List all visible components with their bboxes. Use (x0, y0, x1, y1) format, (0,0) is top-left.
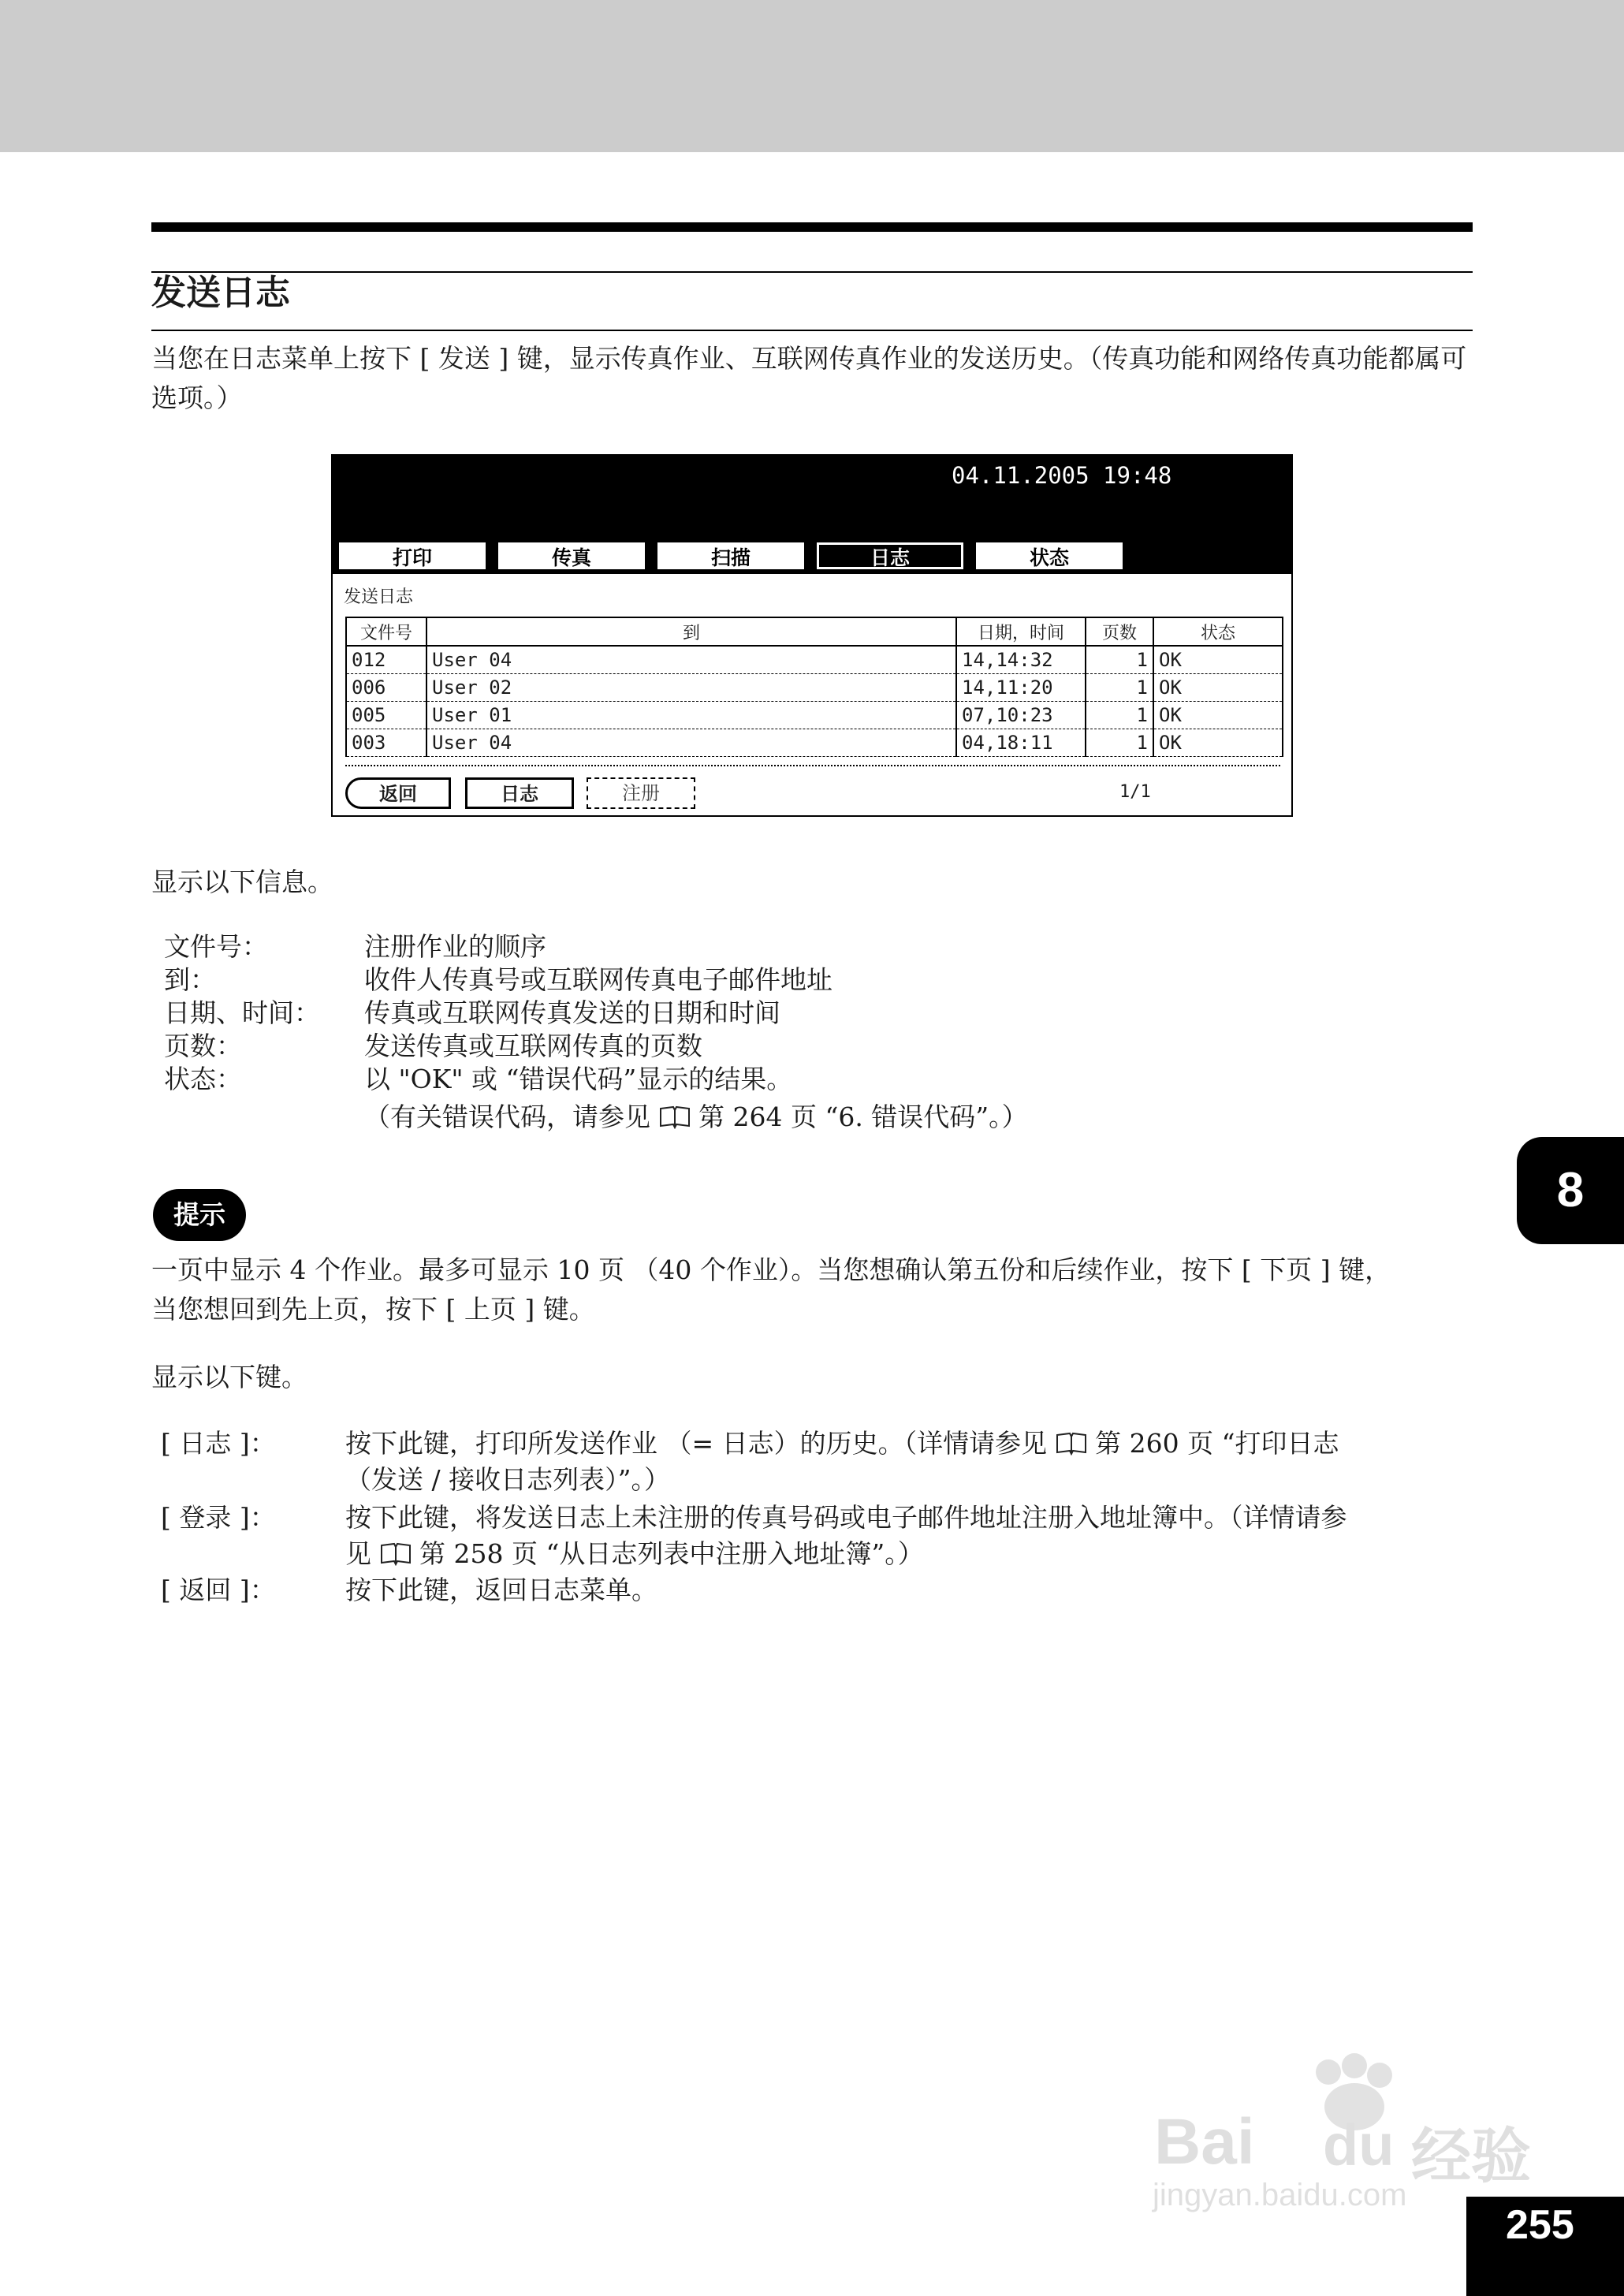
info-note-pre: （有关错误代码，请参见 (364, 1101, 650, 1132)
info-term-to: 到： (164, 964, 216, 995)
cell-pages: 1 (1086, 702, 1153, 729)
info-heading: 显示以下信息。 (151, 867, 333, 897)
watermark-brand-2: du (1323, 2112, 1395, 2178)
cell-status: OK (1153, 674, 1283, 702)
key-desc-register-1: 按下此键，将发送日志上未注册的传真号码或电子邮件地址注册入地址簿中。（详情请参 (345, 1502, 1347, 1533)
send-log-table (345, 617, 1283, 757)
watermark-label: 经验 (1411, 2121, 1531, 2191)
key-desc-back: 按下此键，返回日志菜单。 (345, 1575, 657, 1605)
register-button[interactable]: 注册 (587, 777, 695, 809)
panel-divider (345, 765, 1280, 766)
cell-to: User 01 (426, 702, 956, 729)
log-button[interactable]: 日志 (465, 777, 574, 809)
book-icon (380, 1542, 412, 1566)
col-status: 状态 (1153, 617, 1283, 646)
info-desc-status: 以 "OK" 或 “错误代码”显示的结果。 (364, 1064, 793, 1094)
key-desc-register-2a: 见 (345, 1538, 371, 1569)
book-icon (1056, 1432, 1087, 1456)
tab-print[interactable]: 打印 (339, 542, 486, 569)
key-desc-register-2b: 第 258 页 “从日志列表中注册入地址簿”。） (419, 1538, 924, 1569)
key-desc-log-1b: 第 260 页 “打印日志 (1095, 1428, 1339, 1459)
key-desc-log-1a: 按下此键，打印所发送作业 （= 日志）的历史。（详情请参见 (345, 1428, 1048, 1459)
baidu-watermark (1151, 2050, 1561, 2212)
header-thick-rule (151, 222, 1473, 232)
section-intro: 当您在日志菜单上按下 [ 发送 ] 键，显示传真作业、互联网传真作业的发送历史。（传真功能和网络传真功能都属可选项。） (151, 343, 1467, 413)
keys-heading: 显示以下键。 (151, 1362, 307, 1392)
info-note (364, 1099, 1028, 1135)
info-term-pages: 页数： (164, 1031, 242, 1061)
panel-datetime: 04.11.2005 19:48 (952, 462, 1172, 489)
tab-scan[interactable]: 扫描 (657, 542, 804, 569)
watermark-url: jingyan.baidu.com (1153, 2178, 1407, 2212)
cell-file-no: 012 (346, 646, 426, 674)
title-bottom-rule (151, 330, 1473, 331)
cell-status: OK (1153, 702, 1283, 729)
tip-line-2: 当您想回到先上页，按下 [ 上页 ] 键。 (151, 1294, 595, 1325)
cell-file-no: 006 (346, 674, 426, 702)
col-pages: 页数 (1086, 617, 1153, 646)
tip-badge: 提示 (153, 1189, 246, 1241)
cell-pages: 1 (1086, 646, 1153, 674)
cell-status: OK (1153, 729, 1283, 757)
cell-datetime: 14,11:20 (956, 674, 1086, 702)
cell-to: User 02 (426, 674, 956, 702)
tab-log[interactable]: 日志 (817, 542, 963, 569)
panel-subtitle: 发送日志 (344, 587, 414, 607)
page-number: 255 (1506, 2202, 1574, 2248)
watermark-brand: Bai (1154, 2106, 1255, 2178)
info-desc-to: 收件人传真号或互联网传真电子邮件地址 (364, 964, 832, 995)
cell-datetime: 07,10:23 (956, 702, 1086, 729)
cell-file-no: 005 (346, 702, 426, 729)
col-file-no: 文件号 (346, 617, 426, 646)
info-desc-file-no: 注册作业的顺序 (364, 931, 546, 962)
table-row[interactable] (346, 646, 1283, 674)
section-title: 发送日志 (151, 273, 290, 313)
cell-datetime: 14,14:32 (956, 646, 1086, 674)
table-row[interactable] (346, 702, 1283, 729)
col-to: 到 (426, 617, 956, 646)
key-term-back: [ 返回 ]： (161, 1575, 276, 1605)
back-button[interactable]: 返回 (345, 777, 451, 809)
tab-fax[interactable]: 传真 (498, 542, 645, 569)
info-term-datetime: 日期、时间： (164, 997, 320, 1028)
key-term-log: [ 日志 ]： (161, 1428, 276, 1459)
top-gray-band (0, 0, 1624, 152)
page-indicator: 1/1 (1119, 782, 1151, 802)
title-top-rule (151, 271, 1473, 273)
info-desc-pages: 发送传真或互联网传真的页数 (364, 1031, 702, 1061)
key-term-register: [ 登录 ]： (161, 1502, 276, 1533)
send-log-panel (331, 454, 1293, 817)
key-desc-log-2: （发送 / 接收日志列表）”。） (345, 1464, 670, 1495)
cell-to: User 04 (426, 729, 956, 757)
info-note-post: 第 264 页 “6. 错误代码”。） (698, 1101, 1028, 1132)
table-row[interactable] (346, 674, 1283, 702)
tip-line-1: 一页中显示 4 个作业。最多可显示 10 页 （40 个作业）。当您想确认第五份和后续作业，按下 [ 下页 ] 键， (151, 1254, 1391, 1285)
col-datetime: 日期，时间 (956, 617, 1086, 646)
info-term-status: 状态： (164, 1064, 242, 1094)
cell-pages: 1 (1086, 729, 1153, 757)
book-icon (659, 1105, 691, 1129)
cell-to: User 04 (426, 646, 956, 674)
cell-datetime: 04,18:11 (956, 729, 1086, 757)
table-row[interactable] (346, 729, 1283, 757)
info-desc-datetime: 传真或互联网传真发送的日期和时间 (364, 997, 780, 1028)
table-header-row (346, 617, 1283, 646)
cell-pages: 1 (1086, 674, 1153, 702)
cell-file-no: 003 (346, 729, 426, 757)
key-desc-register-2 (345, 1536, 924, 1572)
cell-status: OK (1153, 646, 1283, 674)
info-term-file-no: 文件号： (164, 931, 268, 962)
chapter-tab: 8 (1517, 1137, 1624, 1244)
tab-status[interactable]: 状态 (976, 542, 1123, 569)
key-desc-log-1 (345, 1426, 1339, 1462)
